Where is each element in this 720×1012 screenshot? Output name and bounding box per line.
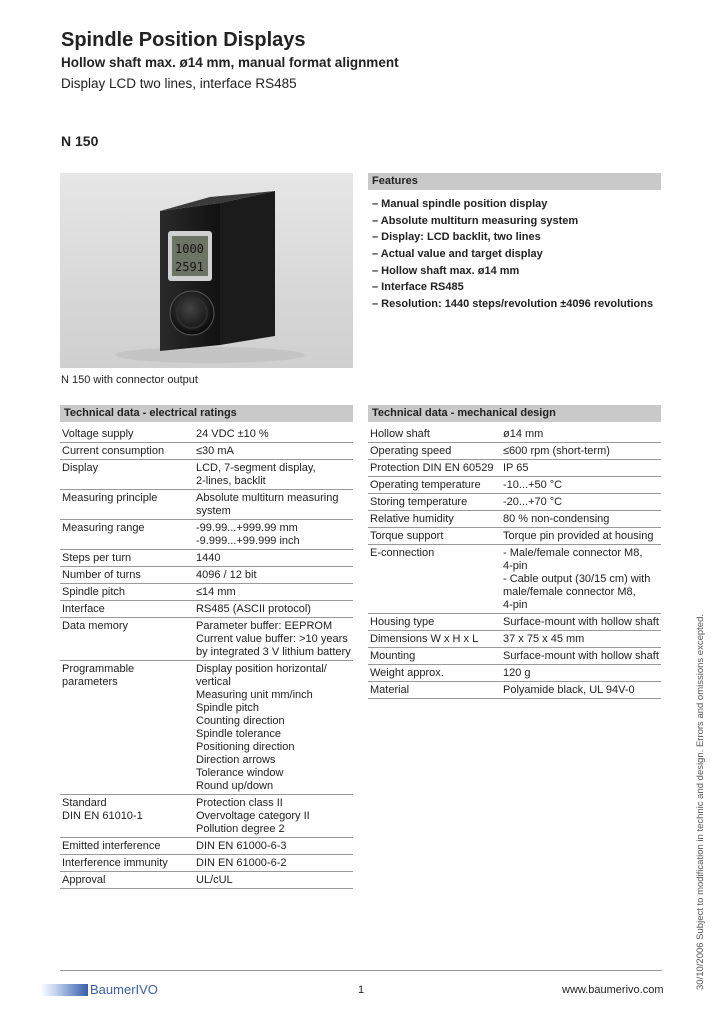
row-label: Measuring range: [62, 522, 145, 534]
row-label: Interference immunity: [62, 857, 168, 869]
table-row: [368, 494, 661, 511]
features-list: [372, 196, 672, 313]
table-row: [60, 460, 353, 490]
table-row: [60, 426, 353, 443]
table-row: [60, 661, 353, 795]
table-row: [60, 584, 353, 601]
display-line-1: 1000: [175, 242, 204, 256]
row-label: Dimensions W x H x L: [370, 633, 479, 645]
feature-item: – Interface RS485: [372, 281, 464, 294]
table-row: [60, 838, 353, 855]
electrical-table: [60, 426, 353, 889]
row-label: Spindle pitch: [62, 586, 125, 598]
row-label: Approval: [62, 874, 106, 886]
features-header: Features: [368, 173, 661, 190]
row-value: -20...+70 °C: [503, 496, 563, 508]
table-row: [60, 618, 353, 661]
row-label: Operating temperature: [370, 479, 481, 491]
row-value: DIN EN 61000-6-2: [196, 857, 287, 869]
row-value: Display position horizontal/ vertical Measuring unit mm/inch Spindle pitch Counting direction Spindle tolerance Positioning direction Direction arrows Tolerance window Round up/down: [196, 663, 327, 792]
feature-item: – Hollow shaft max. ø14 mm: [372, 264, 520, 277]
row-value: -99.99...+999.99 mm -9.999...+99.999 inch: [196, 522, 300, 547]
photo-caption: N 150 with connector output: [61, 374, 198, 386]
brand-logo-icon: [40, 984, 88, 996]
row-value: DIN EN 61000-6-3: [196, 840, 287, 852]
table-row: [368, 511, 661, 528]
row-label: Data memory: [62, 620, 129, 632]
row-label: Storing temperature: [370, 496, 468, 508]
table-row: [368, 545, 661, 614]
row-value: 37 x 75 x 45 mm: [503, 633, 585, 645]
electrical-header: Technical data - electrical ratings: [60, 405, 353, 422]
table-row: [368, 443, 661, 460]
row-label: Weight approx.: [370, 667, 444, 679]
table-row: [368, 426, 661, 443]
row-value: - Male/female connector M8, 4-pin - Cable output (30/15 cm) with male/female connector M8, 4-pin: [503, 547, 651, 611]
row-value: Surface-mount with hollow shaft: [503, 650, 659, 662]
row-value: -10...+50 °C: [503, 479, 563, 491]
row-label: Emitted interference: [62, 840, 161, 852]
row-value: RS485 (ASCII protocol): [196, 603, 311, 615]
row-value: UL/cUL: [196, 874, 233, 886]
row-label: Hollow shaft: [370, 428, 430, 440]
table-row: [368, 665, 661, 682]
table-row: [60, 795, 353, 838]
row-label: Measuring principle: [62, 492, 158, 504]
row-value: IP 65: [503, 462, 529, 474]
row-label: Programmable parameters: [62, 663, 135, 688]
row-label: Relative humidity: [370, 513, 454, 525]
row-label: Interface: [62, 603, 105, 615]
row-value: 1440: [196, 552, 221, 564]
table-row: [60, 443, 353, 460]
row-label: E-connection: [370, 547, 435, 559]
row-label: Housing type: [370, 616, 435, 628]
brand-logo-text: BaumerIVO: [90, 982, 158, 997]
feature-item: – Absolute multiturn measuring system: [372, 214, 579, 227]
table-row: [368, 682, 661, 699]
row-value: ≤14 mm: [196, 586, 236, 598]
row-value: 80 % non-condensing: [503, 513, 610, 525]
row-label: Standard DIN EN 61010-1: [62, 797, 143, 822]
row-label: Number of turns: [62, 569, 141, 581]
feature-item: – Display: LCD backlit, two lines: [372, 231, 541, 244]
website-link[interactable]: www.baumerivo.com: [562, 984, 664, 996]
row-label: Voltage supply: [62, 428, 134, 440]
row-value: 4096 / 12 bit: [196, 569, 257, 581]
table-row: [60, 872, 353, 889]
table-row: [60, 855, 353, 872]
table-row: [60, 520, 353, 550]
row-value: LCD, 7-segment display, 2-lines, backlit: [196, 462, 316, 487]
mechanical-table: [368, 426, 661, 699]
row-value: Parameter buffer: EEPROM Current value buffer: >10 years by integrated 3 V lithium battery: [196, 620, 351, 658]
table-row: [60, 550, 353, 567]
mechanical-header: Technical data - mechanical design: [368, 405, 661, 422]
table-row: [368, 631, 661, 648]
row-value: Torque pin provided at housing: [503, 530, 654, 542]
table-row: [60, 601, 353, 618]
row-value: ≤30 mA: [196, 445, 234, 457]
model-number: N 150: [61, 133, 99, 149]
page-subtitle-2: Display LCD two lines, interface RS485: [61, 76, 297, 91]
feature-item: – Resolution: 1440 steps/revolution ±4096 revolutions: [372, 298, 654, 311]
feature-item: – Manual spindle position display: [372, 198, 548, 210]
row-label: Operating speed: [370, 445, 452, 457]
row-label: Mounting: [370, 650, 416, 662]
row-value: Surface-mount with hollow shaft: [503, 616, 659, 628]
table-row: [368, 460, 661, 477]
page-subtitle-1: Hollow shaft max. ø14 mm, manual format alignment: [61, 55, 399, 70]
table-row: [60, 567, 353, 584]
row-label: Protection DIN EN 60529: [370, 462, 494, 474]
row-label: Material: [370, 684, 410, 696]
row-label: Display: [62, 462, 99, 474]
row-value: Absolute multiturn measuring system: [196, 492, 339, 517]
row-value: Polyamide black, UL 94V-0: [503, 684, 635, 696]
row-label: Steps per turn: [62, 552, 132, 564]
row-value: ≤600 rpm (short-term): [503, 445, 610, 457]
row-label: Torque support: [370, 530, 444, 542]
page-title: Spindle Position Displays: [61, 29, 306, 51]
table-row: [368, 528, 661, 545]
row-label: Current consumption: [62, 445, 165, 457]
table-row: [368, 648, 661, 665]
side-note: 30/10/2006 Subject to modification in technic and design. Errors and omissions excepted.: [695, 613, 706, 990]
product-photo: [60, 173, 353, 368]
table-row: [60, 490, 353, 520]
feature-item: – Actual value and target display: [372, 248, 543, 261]
page-number: 1: [358, 984, 365, 996]
table-row: [368, 614, 661, 631]
table-row: [368, 477, 661, 494]
row-value: ø14 mm: [503, 428, 544, 440]
row-value: Protection class II Overvoltage category II Pollution degree 2: [196, 797, 310, 835]
row-value: 120 g: [503, 667, 531, 679]
row-value: 24 VDC ±10 %: [196, 428, 269, 440]
display-line-2: 2591: [175, 260, 204, 274]
footer-divider: [60, 970, 662, 971]
product-illustration: [60, 173, 353, 368]
